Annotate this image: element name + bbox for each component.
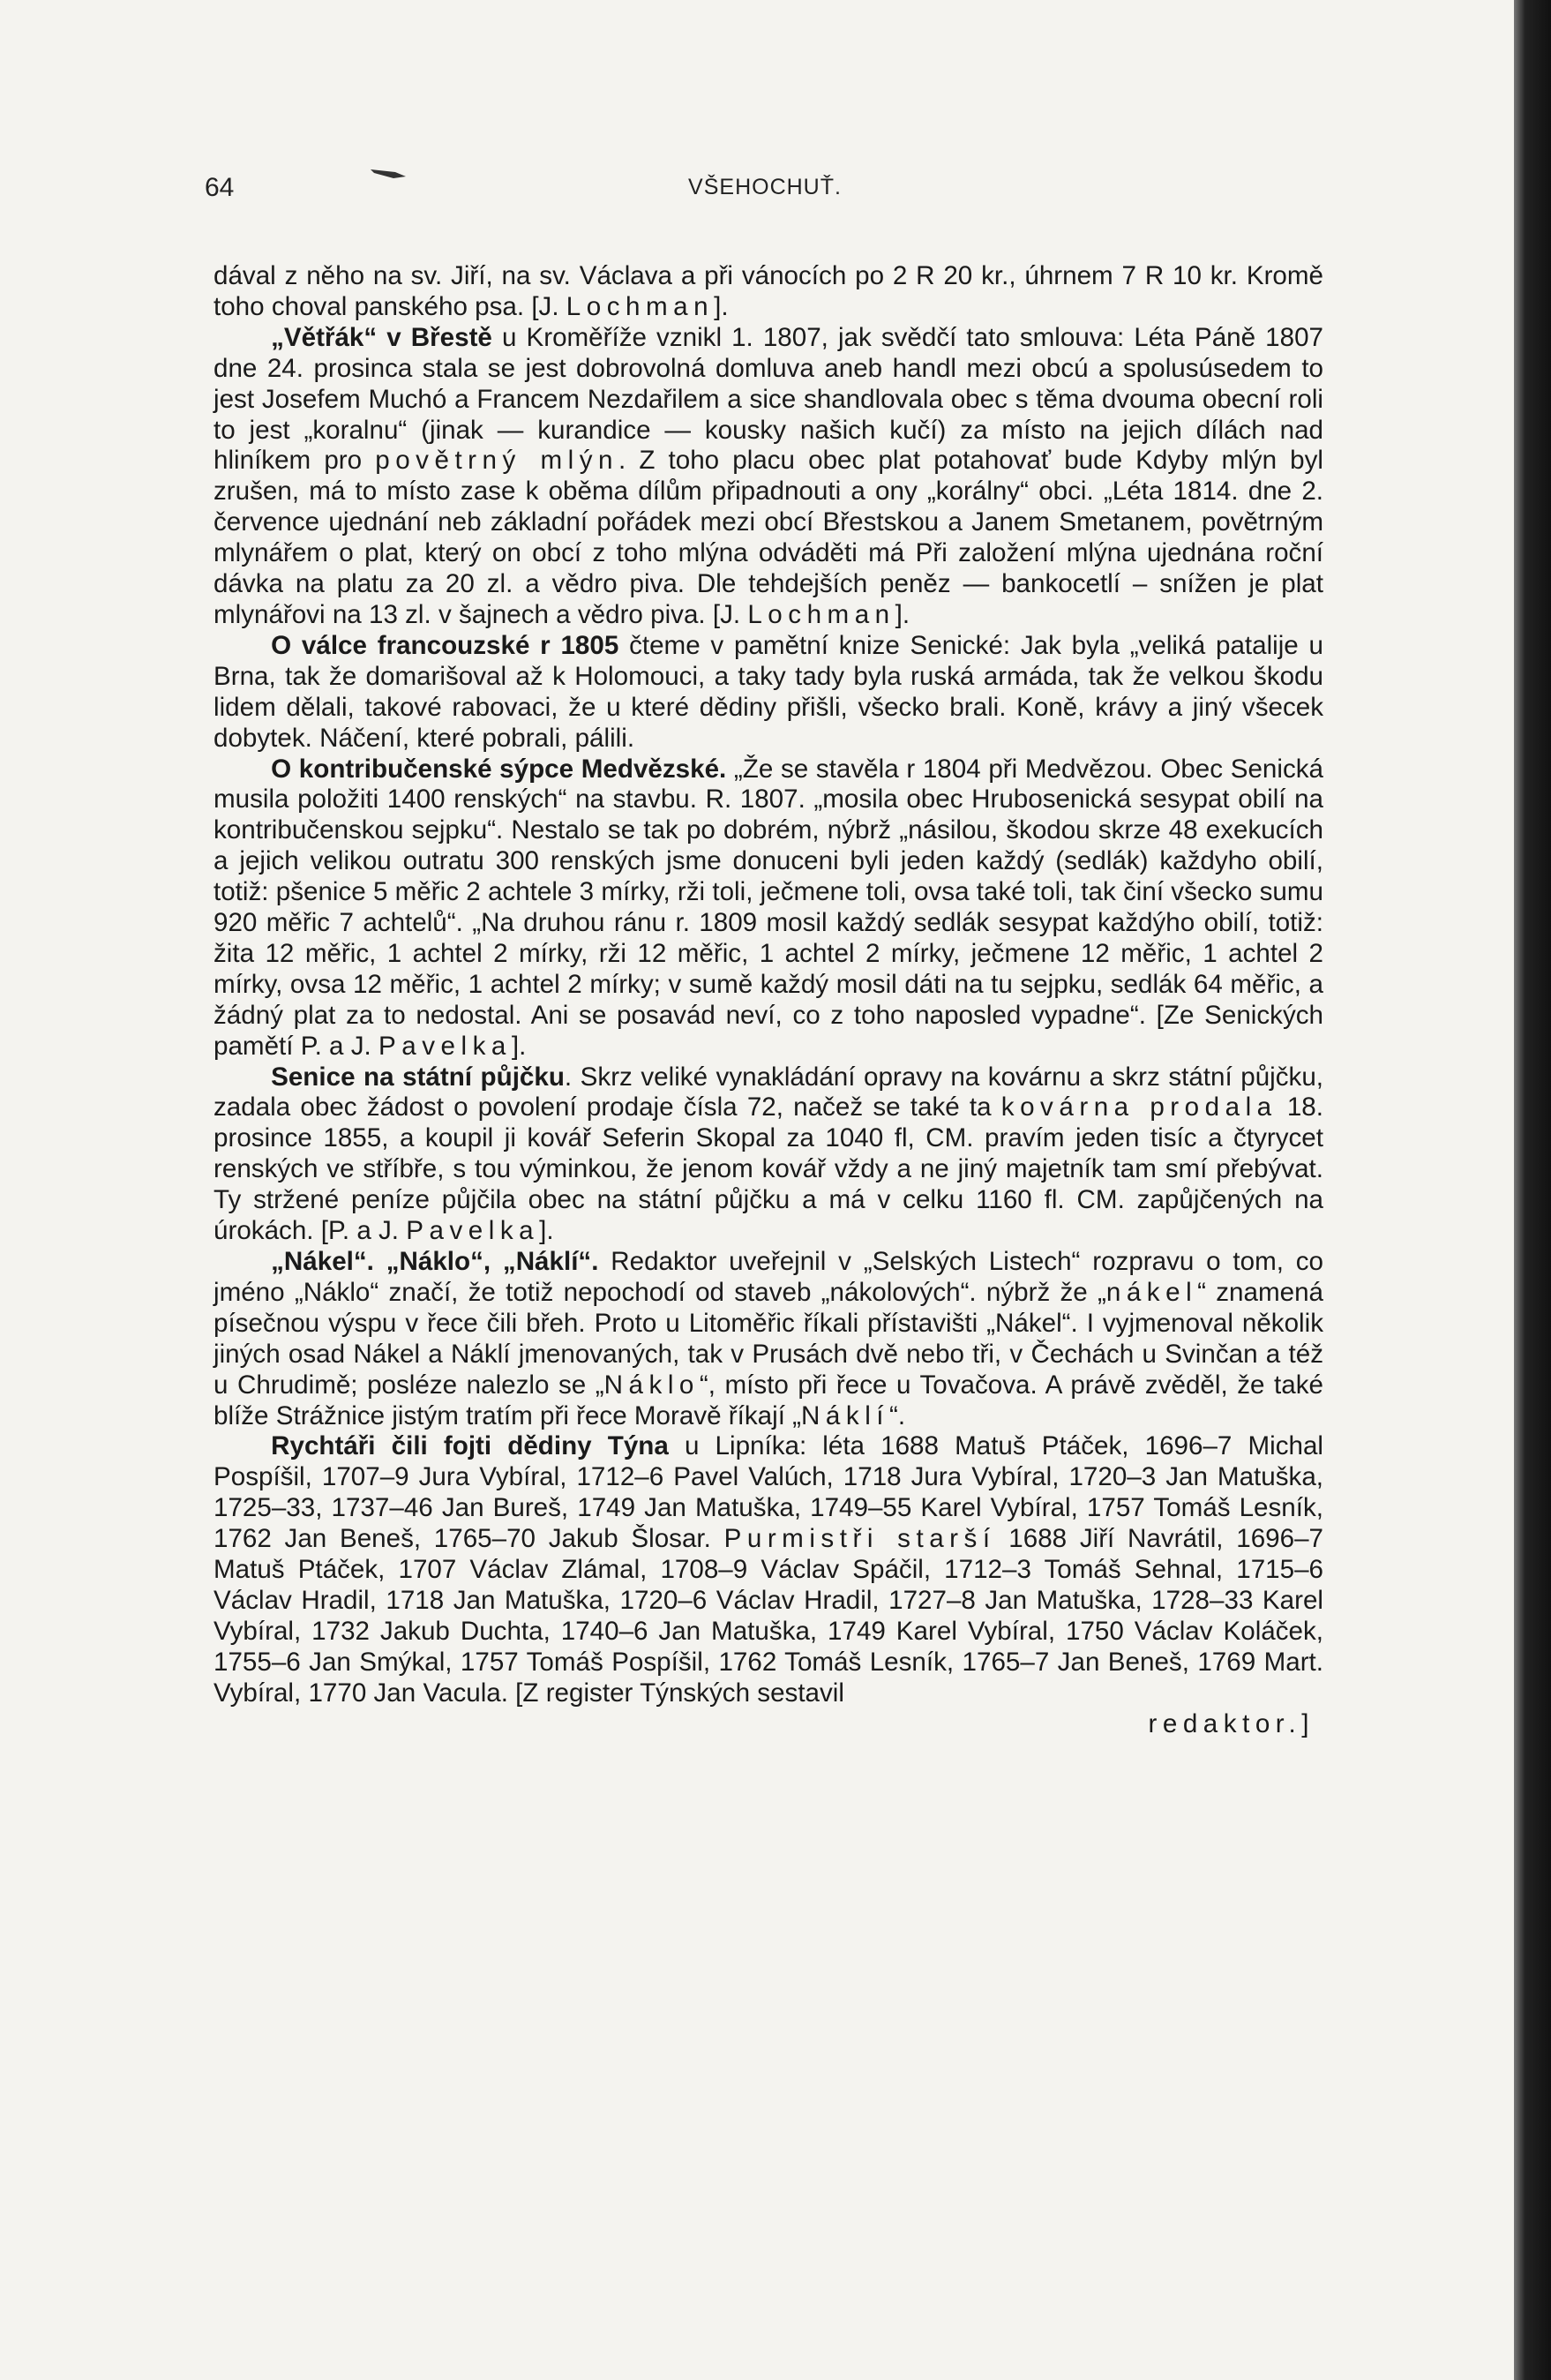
paragraph-p5 [214, 1062, 1323, 1247]
text-run: „Že se stavěla r 1804 při Medvězou. Obec Senická musila položiti 1400 renských“ na stavbu. R. 1807. „mosila obec Hrubosenická sesypat obilí na kontribučenskou sejpku“. Nestalo se tak po dobrém, nýbrž „násilou, škodou skrze 48 exekucích a jejich velikou outratu 300 renských jsme donuceni byli jeden každý (sedlák) každyho obilí, totiž: pšenice 5 měřic 2 achtele 3 mírky, rži toli, ječmene toli, ovsa také toli, tak činí všecko sumu 920 měřic 7 achtelů“. „Na druhou ránu r. 1809 mosil každý sedlák sesypat každýho obilí, totiž: žita 12 měřic, 1 achtel 2 mírky, rži 12 měřic, 1 achtel 2 mírky, ječmene 12 měřic, 1 achtel 2 mírky, ovsa 12 měřic, 1 achtel 2 mírky; v sumě každý mosil dáti na tu sejpku, sedlák 64 měřic, a žádný plat za to nedostal. Ani se posavád neví, co z toho naposled vypadne“. [Ze Senických pamětí P. a J. [214, 754, 1323, 1061]
text-run: 18. prosince 1855, a koupil ji kovář Seferin Skopal za 1040 fl, CM. pravím jeden tisíc a čtyrycet renských ve stříbře, s tou výminkou, že jenom kovář vždy a ne jiný majetník tam smí přebývat. Ty stržené peníze půjčila obec na státní půjčku a má v celku 1160 fl. CM. zapůjčených na úrokách. [P. a J. [214, 1092, 1323, 1246]
paragraph-heading: O válce francouzské r 1805 [271, 630, 619, 660]
spaced-emphasis: Náklí [801, 1400, 890, 1430]
spaced-emphasis: Pavelka [406, 1216, 540, 1246]
paragraph-heading: „Větřák“ v Břestě [271, 322, 492, 352]
spaced-emphasis: povětrný mlýn [375, 446, 618, 476]
spaced-emphasis: nákel [1105, 1277, 1198, 1307]
text-run: u Lipníka: léta 1688 Matuš Ptáček, 1696–7 Michal Pospíšil, 1707–9 Jura Vybíral, 1712–6 Pavel Valúch, 1718 Jura Vybíral, 1720–3 Jan Matuška, 1725–33, 1737–46 Jan Bureš, 1749 Jan Matuška, 1749–55 Karel Vybíral, 1757 Tomáš Lesník, 1762 Jan Beneš, 1765–70 Jakub Šlosar. [214, 1431, 1324, 1554]
spaced-emphasis: Lochman [747, 599, 895, 629]
paragraph-heading: Senice na státní půjčku [271, 1062, 565, 1092]
ink-smudge [369, 164, 408, 180]
paragraph-p2 [214, 323, 1323, 631]
page-number: 64 [205, 173, 235, 202]
running-title: VŠEHOCHUŤ. [688, 175, 842, 199]
text-run: u Kroměříže vznikl 1. 1807, jak svědčí tato smlouva: Léta Páně 1807 dne 24. prosinca stala se jest dobrovolná domluva aneb handl mezi obcú a spolusúsedem to jest Josefem Muchó a Francem Nezdařilem a sice shandlovala obec s těma dvouma obecní roli to jest „koralnu“ (jinak — kurandice — kousky našich kučí) za místo na jejich dílách nad hliníkem pro [214, 322, 1323, 476]
text-run: ]. [714, 291, 729, 321]
text-run: . Skrz veliké vynakládání opravy na kovárnu a skrz státní půjčku, zadala obec žádost o povolení prodaje čísla 72, načež se také ta [214, 1062, 1323, 1122]
spaced-emphasis: Lochman [566, 291, 715, 321]
text-run: “ znamená písečnou výspu v řece čili břeh. Proto u Litoměřic říkali přístavišti „Nákel“. I vyjmenoval několik jiných osad Nákel a Náklí jmenovaných, tak v Prusách dvě nebo tři, v Čechách u Svinčan a též u Chrudimě; posléze nalezlo se „ [214, 1277, 1323, 1400]
paragraph-p3 [214, 631, 1323, 755]
text-run: “, místo při řece u Tovačova. A právě zvěděl, že také blíže Strážnice jistým tratím při řece Moravě říkají „ [214, 1370, 1323, 1430]
paragraph-p6 [214, 1247, 1323, 1431]
text-run: ]. [895, 599, 910, 629]
text-run: ]. [539, 1216, 554, 1246]
paragraph-p1 [214, 261, 1323, 323]
text-run: . Z toho placu obec plat potahovať bude Kdyby mlýn byl zrušen, má to místo zase k oběma dílům připadnouti a ony „korálny“ obci. „Léta 1814. dne 2. července ujednání neb základní pořádek mezi obcí Břestskou a Janem Smetanem, povětrným mlynářem o plat, který on obcí z toho mlýna odváděti má Při založení mlýna ujednána roční dávka na platu za 20 zl. a vědro piva. Dle tehdejších peněz — bankocetlí – snížen je plat mlynářovi na 13 zl. v šajnech a vědro piva. [J. [214, 446, 1323, 629]
text-run: dával z něho na sv. Jiří, na sv. Václava a při vánocích po 2 R 20 kr., úhrnem 7 R 10 kr. Kromě toho choval panského psa. [J. [214, 261, 1323, 321]
article-text [214, 261, 1323, 1740]
paragraph-heading: „Nákel“. „Náklo“, „Náklí“. [271, 1247, 599, 1276]
spaced-emphasis: Náklo [603, 1370, 700, 1400]
text-run: 1688 Jiří Navrátil, 1696–7 Matuš Ptáček, 1707 Václav Zlámal, 1708–9 Václav Spáčil, 1712–3 Tomáš Sehnal, 1715–6 Václav Hradil, 1718 Jan Matuška, 1720–6 Václav Hradil, 1727–8 Jan Matuška, 1728–33 Karel Vybíral, 1732 Jakub Duchta, 1740–6 Jan Matuška, 1749 Karel Vybíral, 1750 Václav Koláček, 1755–6 Jan Smýkal, 1757 Tomáš Pospíšil, 1762 Tomáš Lesník, 1765–7 Jan Beneš, 1769 Mart. Vybíral, 1770 Jan Vacula. [Z register Týnských sestavil [214, 1524, 1323, 1708]
text-run: čteme v pamětní knize Senické: Jak byla „veliká patalije u Brna, tak že domarišoval až k Holomouci, a taky tady byla ruská armáda, tak že velkou škodu lidem dělali, takové rabovaci, že u které dědiny přišli, všecko brali. Koně, krávy a jiný všecek dobytek. Náčení, které pobrali, pálili. [214, 630, 1323, 753]
paragraph-p7 [214, 1431, 1323, 1708]
text-run: Redaktor uveřejnil v „Selských Listech“ rozpravu o tom, co jméno „Náklo“ značí, že totiž nepochodí od staveb „nákolových“. nýbrž že „ [214, 1247, 1324, 1307]
paragraph-p4 [214, 755, 1323, 1062]
text-run: “. [889, 1400, 906, 1430]
paragraph-heading: O kontribučenské sýpce Medvězské. [271, 754, 727, 784]
spaced-emphasis: kovárna prodala [1000, 1092, 1278, 1122]
editor-signature: redaktor.] [1148, 1708, 1315, 1738]
spaced-emphasis: Pavelka [378, 1031, 512, 1061]
paragraph-heading: Rychtáři čili fojti dědiny Týna [271, 1431, 669, 1461]
scan-edge [1514, 0, 1551, 2380]
spaced-emphasis: Purmistři starší [723, 1524, 996, 1554]
text-run: ]. [511, 1031, 527, 1061]
